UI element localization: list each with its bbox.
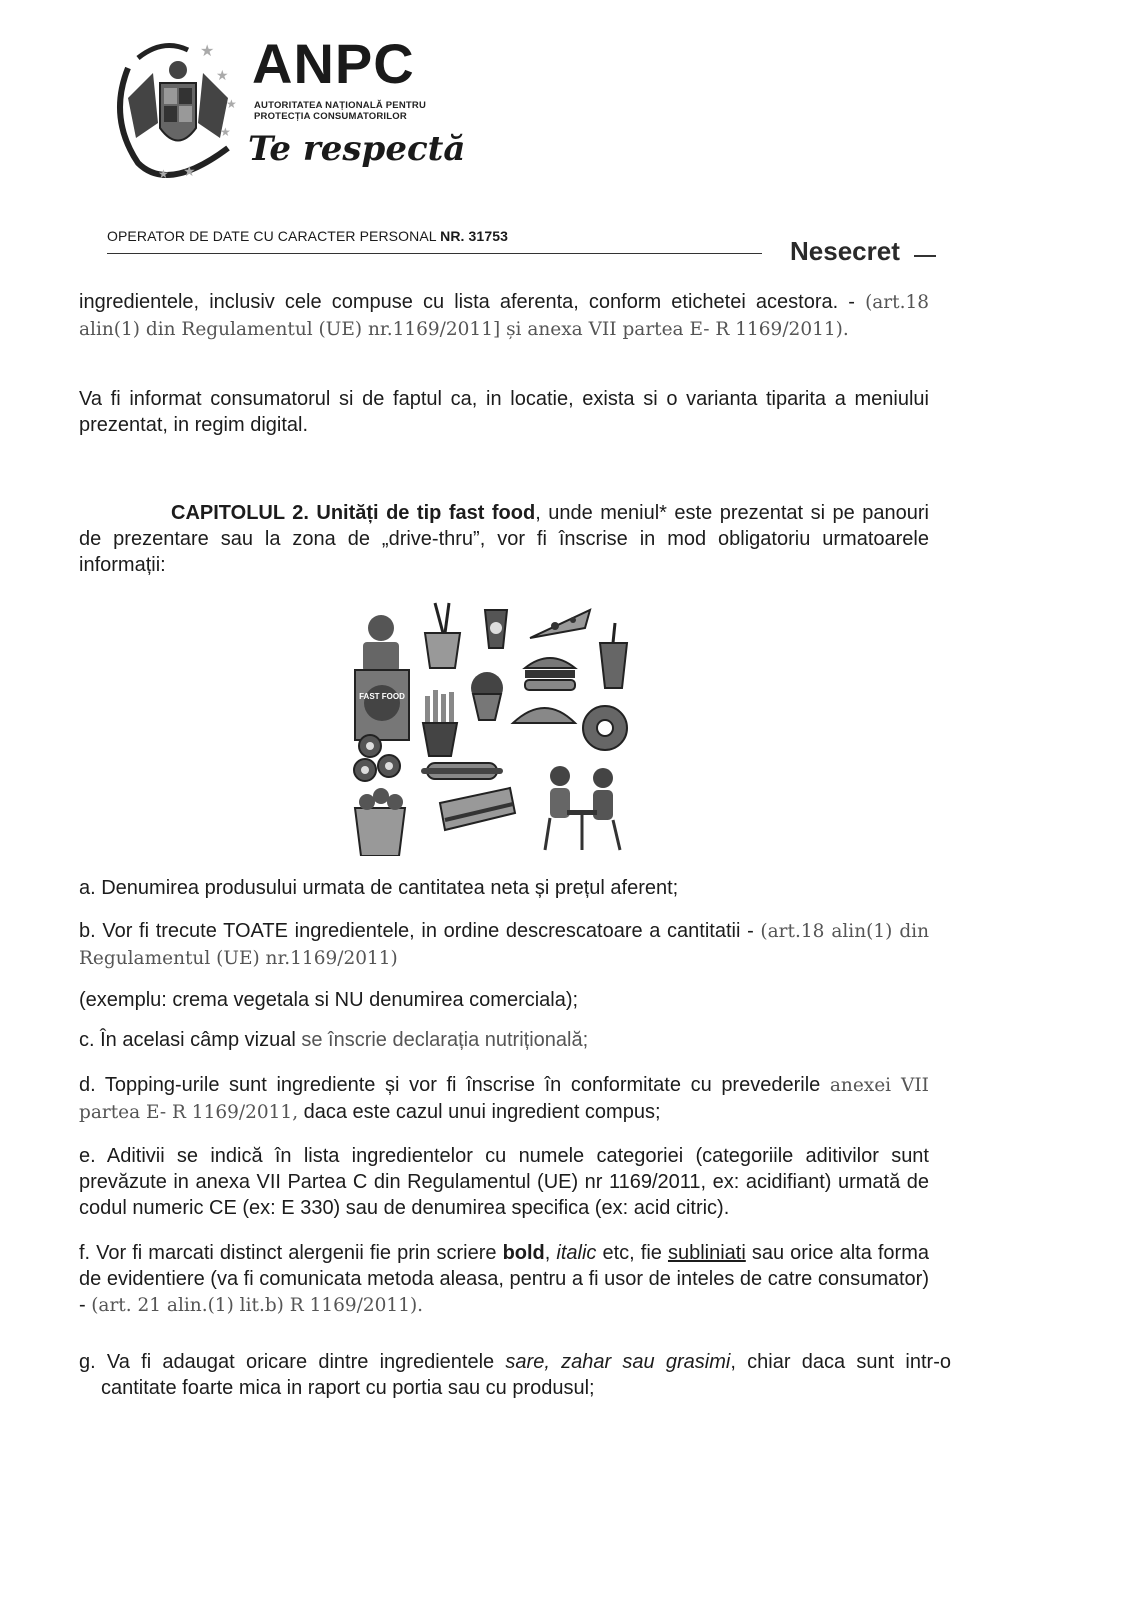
fast-food-sign-text: FAST FOOD [359, 692, 405, 701]
chapter-2-paragraph: CAPITOLUL 2. Unități de tip fast food, unde meniul* este prezentat si pe panouri de prezentare sau la zona de „drive-thru”, vor fi înscrise in mod obligatoriu urmatoarele informații: [79, 502, 929, 576]
brand-name: ANPC [252, 32, 415, 95]
svg-text:★: ★ [216, 67, 229, 83]
brand-subtitle: AUTORITATEA NAȚIONALĂ PENTRU PROTECȚIA CONSUMATORILOR [254, 100, 427, 122]
classification-label: Nesecret [790, 236, 900, 266]
list-item-c: c. În acelasi câmp vizual se înscrie declarația nutrițională; [79, 1029, 589, 1051]
svg-text:★: ★ [220, 125, 231, 139]
fast-food-collage-icon [345, 598, 635, 856]
chapter-title: CAPITOLUL 2. Unități de tip fast food [171, 502, 536, 524]
list-item-e: e. Aditivii se indică în lista ingredientelor cu numele categoriei (categoriile aditivilor sunt prevăzute in anexa VII Partea C din Regulamentul (UE) nr 1169/2011, ex: acidifiant) urmată de codul numeric CE (ex: E 330) sau de denumirea specifica (ex: acid citric). [79, 1145, 929, 1219]
list-item-g: g. Va fi adaugat oricare dintre ingredientele sare, zahar sau grasimi, chiar daca sunt intr-o cantitate foarte mica in raport cu portia sau cu produsul; [79, 1351, 952, 1399]
classification-dash [914, 255, 936, 257]
intro-paragraph-2: Va fi informat consumatorul si de faptul ca, in locatie, exista si o varianta tiparita a meniului prezentat, in regim digital. [79, 388, 929, 436]
slogan: Te respectă [248, 129, 466, 169]
svg-text:★: ★ [158, 167, 169, 181]
list-item-a: a. Denumirea produsului urmata de cantitatea neta și prețul aferent; [79, 877, 679, 899]
svg-text:★: ★ [183, 163, 196, 179]
header-divider [107, 253, 762, 254]
svg-text:★: ★ [200, 43, 215, 60]
list-item-f: f. Vor fi marcati distinct alergenii fie prin scriere bold, italic etc, fie subliniati sau orice alta forma de evidentiere (va fi comunicata metoda aleasa, pentru a fi usor de inteles de catre consumator) - (art. 21 alin.(1) lit.b) R 1169/2011). [79, 1242, 929, 1316]
svg-text:★: ★ [226, 97, 237, 111]
operator-line: OPERATOR DE DATE CU CARACTER PERSONAL NR. 31753 [107, 228, 508, 244]
list-item-d: d. Topping-urile sunt ingrediente și vor fi înscrise în conformitate cu prevederile anexei VII partea E- R 1169/2011, daca este cazul unui ingredient compus; [79, 1074, 929, 1123]
anpc-emblem-icon [108, 28, 248, 188]
list-item-b-example: (exemplu: crema vegetala si NU denumirea comerciala); [79, 989, 579, 1011]
intro-paragraph-1: ingredientele, inclusiv cele compuse cu lista aferenta, conform etichetei acestora. - (art.18 alin(1) din Regulamentul (UE) nr.1169/2011] și anexa VII partea E- R 1169/2011). [79, 291, 930, 340]
list-item-b: b. Vor fi trecute TOATE ingredientele, in ordine descrescatoare a cantitatii - (art.18 alin(1) din Regulamentul (UE) nr.1169/2011) [79, 920, 930, 969]
